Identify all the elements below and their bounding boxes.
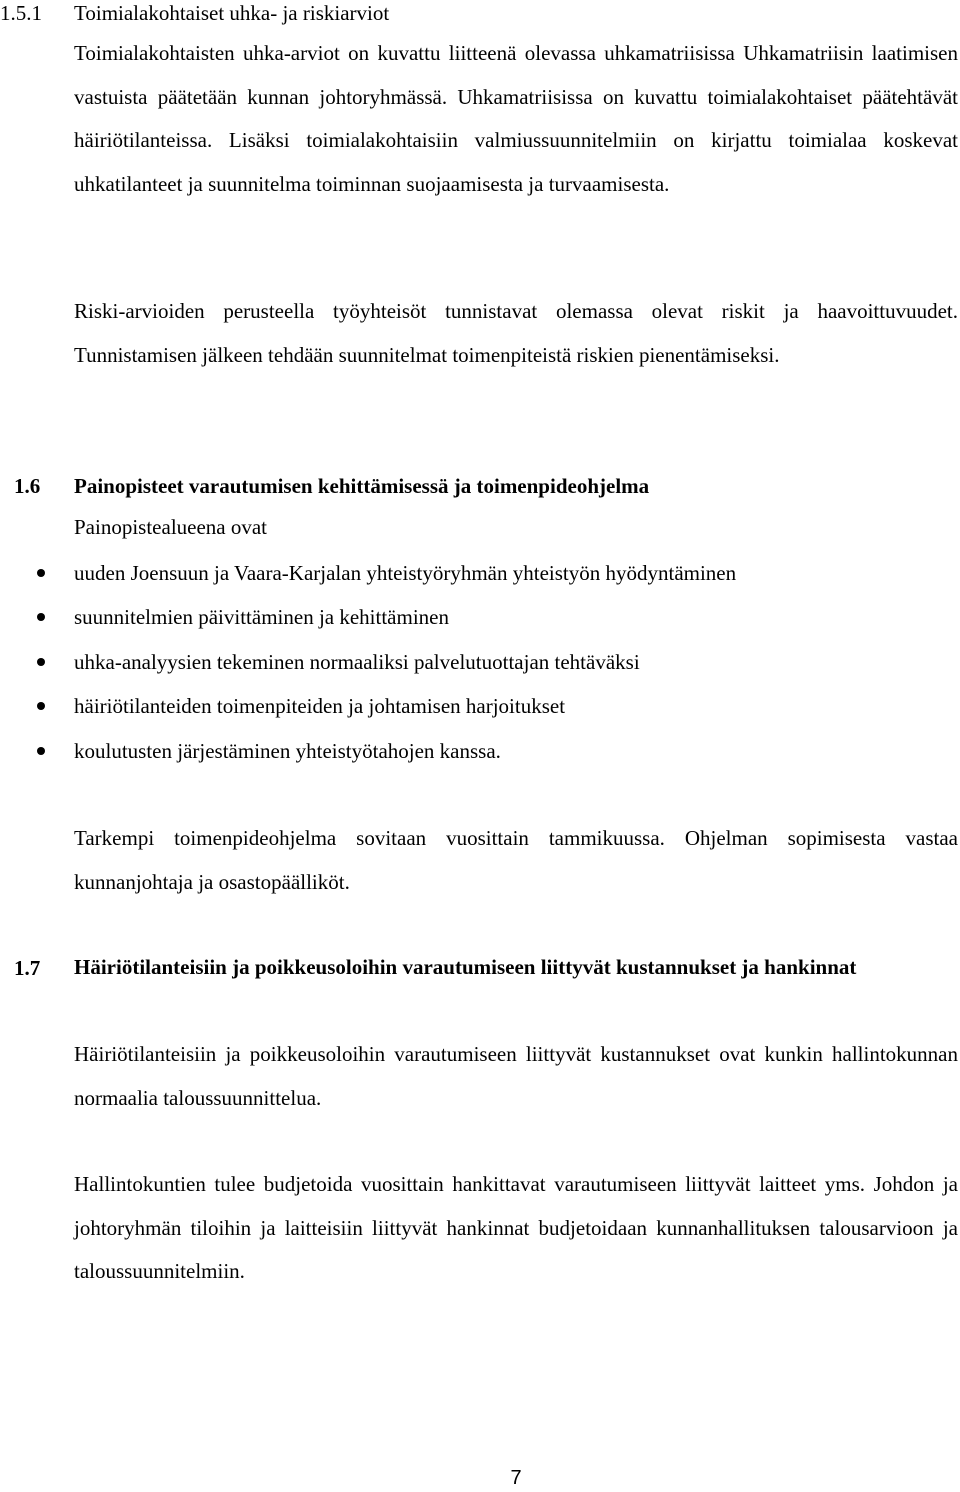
section-1-6-paragraph-1: Tarkempi toimenpideohjelma sovitaan vuosittain tammikuussa. Ohjelman sopimisesta vastaa kunnanjohtaja ja osastopäälliköt. bbox=[74, 826, 958, 894]
list-item bbox=[0, 729, 960, 773]
section-1-6-heading bbox=[0, 464, 960, 508]
section-1-5-1-paragraph-1: Toimialakohtaisten uhka-arviot on kuvattu liitteenä olevassa uhkamatriisissa Uhkamatriisin laatimisen vastuista päätetään kunnan johtoryhmässä. Uhkamatriisissa on kuvattu toimialakohtaiset päätehtävät häiriötilanteissa. Lisäksi toimialakohtaisiin valmiussuunnitelmiin on kirjattu toimialaa koskevat uhkatilanteet ja suunnitelma toiminnan suojaamisesta ja turvaamisesta. bbox=[74, 41, 958, 196]
list-item bbox=[0, 551, 960, 595]
list-item-text: suunnitelmien päivittäminen ja kehittäminen bbox=[74, 605, 449, 630]
section-1-5-1-heading bbox=[0, 0, 960, 35]
bullet-icon bbox=[37, 658, 45, 666]
section-number: 1.7 bbox=[14, 956, 41, 980]
section-title: Toimialakohtaiset uhka- ja riskiarviot bbox=[74, 1, 390, 25]
section-1-5-1-paragraph-2: Riski-arvioiden perusteella työyhteisöt tunnistavat olemassa olevat riskit ja haavoittuvuudet. Tunnistamisen jälkeen tehdään suunnitelmat toimenpiteistä riskien pienentämiseksi. bbox=[74, 299, 958, 367]
priority-list bbox=[0, 551, 960, 773]
section-number: 1.5.1 bbox=[0, 1, 42, 25]
list-item-text: häiriötilanteiden toimenpiteiden ja johtamisen harjoitukset bbox=[74, 694, 566, 719]
list-item-text: uhka-analyysien tekeminen normaaliksi palvelutuottajan tehtäväksi bbox=[74, 649, 640, 674]
list-item-text: uuden Joensuun ja Vaara-Karjalan yhteistyöryhmän yhteistyön hyödyntäminen bbox=[74, 561, 737, 585]
section-1-7-paragraph-2: Hallintokuntien tulee budjetoida vuosittain hankittavat varautumiseen liittyvät laitteet yms. Johdon ja johtoryhmän tiloihin ja laitteisiin liittyvät hankinnat budjetoidaan kunnanhallituksen talousarvioon ja taloussuunnitelmiin. bbox=[74, 1172, 958, 1284]
list-item bbox=[0, 684, 960, 728]
list-item bbox=[0, 640, 960, 684]
list-item bbox=[0, 595, 960, 639]
list-item-text: koulutusten järjestäminen yhteistyötahojen kanssa. bbox=[74, 738, 501, 763]
bullet-icon bbox=[37, 613, 45, 621]
section-title: Painopisteet varautumisen kehittämisessä ja toimenpideohjelma bbox=[74, 474, 650, 498]
section-1-7-paragraph-1: Häiriötilanteisiin ja poikkeusoloihin varautumiseen liittyvät kustannukset ovat kunkin hallintokunnan normaalia taloussuunnittelua. bbox=[74, 1042, 958, 1110]
section-1-6-intro: Painopistealueena ovat bbox=[74, 515, 268, 539]
bullet-icon bbox=[37, 747, 45, 755]
section-1-7-title: Häiriötilanteisiin ja poikkeusoloihin varautumiseen liittyvät kustannukset ja hankinnat bbox=[74, 955, 857, 979]
bullet-icon bbox=[37, 569, 45, 577]
section-number: 1.6 bbox=[14, 474, 41, 498]
bullet-icon bbox=[37, 702, 45, 710]
page-number: 7 bbox=[510, 1467, 522, 1489]
